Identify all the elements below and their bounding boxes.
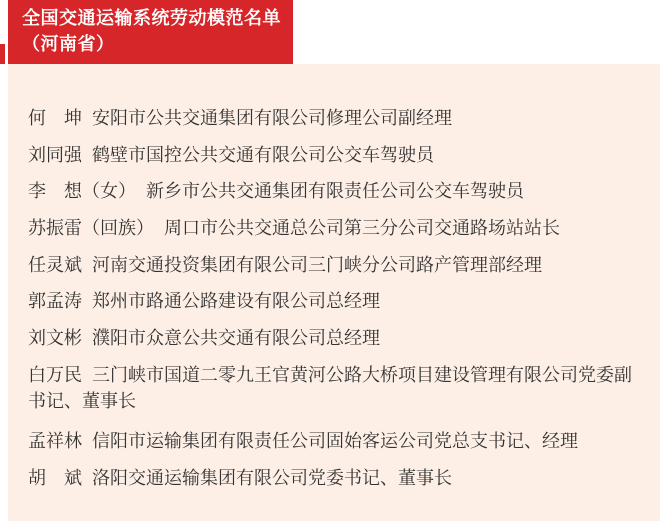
list-item [28,216,648,242]
entry-desc: 信阳市运输集团有限责任公司固始客运公司党总支书记、经理 [92,431,578,452]
list-item [28,143,648,169]
list-item [28,466,648,492]
list-panel [8,64,660,521]
entry-name: 胡 斌 [28,468,82,489]
list-item [28,179,648,205]
entry-desc: 周口市公共交通总公司第三分公司交通路场站站长 [164,218,560,239]
entry-name: 刘文彬 [28,328,82,349]
list-item [28,326,648,352]
title-banner [8,0,293,64]
entry-desc: 鹤壁市国控公共交通有限公司公交车驾驶员 [92,145,434,166]
entry-desc: 濮阳市众意公共交通有限公司总经理 [92,328,380,349]
entry-name: 孟祥林 [28,431,82,452]
entry-name: 何 坤 [28,108,82,129]
list-item [28,106,648,132]
entry-name: 郭孟涛 [28,291,82,312]
entry-desc: 河南交通投资集团有限公司三门峡分公司路产管理部经理 [92,255,542,276]
accent-bar [0,44,5,64]
entry-desc: 新乡市公共交通集团有限责任公司公交车驾驶员 [146,181,524,202]
entry-name: 苏振雷（回族） [28,218,154,239]
entry-desc: 三门峡市国道二零九王官黄河公路大桥项目建设管理有限公司党委副书记、董事长 [28,365,632,412]
list-item [28,363,648,415]
entry-name: 任灵斌 [28,255,82,276]
title-line-1: 全国交通运输系统劳动模范名单 [22,8,281,29]
entry-desc: 洛阳交通运输集团有限公司党委书记、董事长 [92,468,452,489]
entry-name: 李 想（女） [28,181,136,202]
entry-name: 白万民 [28,365,82,386]
entry-desc: 安阳市公共交通集团有限公司修理公司副经理 [92,108,452,129]
list-item [28,253,648,279]
list-item [28,429,648,455]
title-line-2: （河南省） [22,34,115,55]
list-item [28,289,648,315]
entry-desc: 郑州市路通公路建设有限公司总经理 [92,291,380,312]
entry-name: 刘同强 [28,145,82,166]
